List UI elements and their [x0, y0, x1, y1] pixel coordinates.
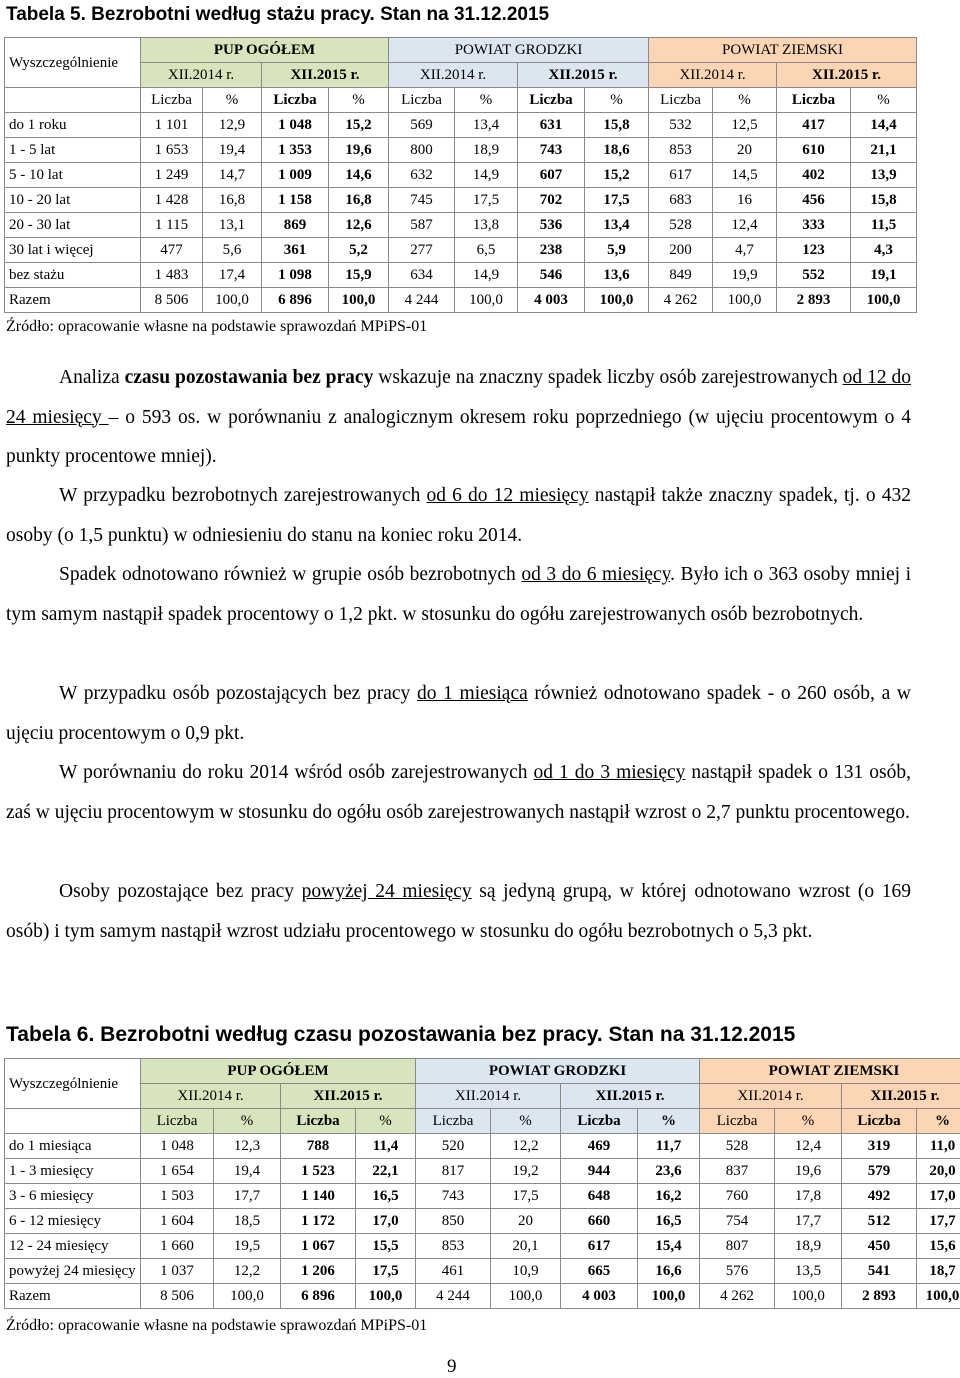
- table-cell: 853: [416, 1234, 491, 1259]
- table-cell: 17,5: [491, 1184, 561, 1209]
- table-cell: 610: [777, 138, 851, 163]
- table-cell: 20,1: [491, 1234, 561, 1259]
- period-header: XII.2014 r.: [141, 1084, 281, 1109]
- table-cell: 944: [561, 1159, 638, 1184]
- table-cell: 15,2: [329, 113, 389, 138]
- table-cell: 20,0: [917, 1159, 960, 1184]
- table-cell: 1 101: [141, 113, 203, 138]
- row-label: 1 - 3 miesięcy: [5, 1159, 141, 1184]
- table-cell: 1 048: [141, 1134, 214, 1159]
- table-row: [5, 1284, 960, 1309]
- table-cell: 14,4: [851, 113, 917, 138]
- paragraph-3: Spadek odnotowano również w grupie osób bezrobotnych od 3 do 6 miesięcy. Było ich o 363 osoby mniej i tym samym nastąpił spadek procentowy o 1,2 pkt. w stosunku do ogółu zarejestrowanych osób bezrobotnych.: [6, 555, 911, 634]
- table-cell: 632: [389, 163, 455, 188]
- period-header: XII.2015 r.: [281, 1084, 416, 1109]
- table-cell: 100,0: [455, 288, 518, 313]
- table-cell: 19,4: [214, 1159, 281, 1184]
- table-cell: 18,5: [214, 1209, 281, 1234]
- sub-header: %: [775, 1109, 842, 1134]
- row-label: 1 - 5 lat: [5, 138, 141, 163]
- table-cell: 19,4: [203, 138, 262, 163]
- group-land-county: POWIAT ZIEMSKI: [649, 38, 917, 63]
- table-cell: 17,7: [214, 1184, 281, 1209]
- row-header-label: Wyszczególnienie: [5, 38, 141, 88]
- table-row: [5, 1159, 960, 1184]
- table-row: [5, 113, 917, 138]
- row-label: do 1 roku: [5, 113, 141, 138]
- table5-title: Tabela 5. Bezrobotni według stażu pracy. Stan na 31.12.2015: [6, 4, 549, 26]
- table-row: [5, 188, 917, 213]
- period-header: XII.2015 r.: [518, 63, 649, 88]
- table-cell: 13,4: [455, 113, 518, 138]
- group-land-county: POWIAT ZIEMSKI: [700, 1059, 960, 1084]
- table-cell: 17,5: [455, 188, 518, 213]
- table5-source: Źródło: opracowanie własne na podstawie sprawozdań MPiPS-01: [6, 318, 427, 336]
- period-header: XII.2014 r.: [700, 1084, 842, 1109]
- table-cell: 528: [649, 213, 713, 238]
- row-label: 10 - 20 lat: [5, 188, 141, 213]
- period-header: XII.2015 r.: [561, 1084, 700, 1109]
- table-cell: 837: [700, 1159, 775, 1184]
- table-cell: 16,6: [638, 1259, 700, 1284]
- table-cell: 12,5: [713, 113, 777, 138]
- sub-header: Liczba: [561, 1109, 638, 1134]
- table-cell: 19,5: [214, 1234, 281, 1259]
- table-cell: 100,0: [203, 288, 262, 313]
- table-cell: 1 604: [141, 1209, 214, 1234]
- row-label: bez stażu: [5, 263, 141, 288]
- table-cell: 1 249: [141, 163, 203, 188]
- row-label: Razem: [5, 288, 141, 313]
- sub-header: Liczba: [262, 88, 329, 113]
- table-cell: 417: [777, 113, 851, 138]
- table-cell: 16,8: [203, 188, 262, 213]
- table-cell: 6 896: [262, 288, 329, 313]
- table-cell: 100,0: [214, 1284, 281, 1309]
- table-cell: 536: [518, 213, 585, 238]
- table-cell: 1 654: [141, 1159, 214, 1184]
- table-cell: 10,9: [491, 1259, 561, 1284]
- row-label: 12 - 24 miesięcy: [5, 1234, 141, 1259]
- period-header: XII.2015 r.: [777, 63, 917, 88]
- group-pup-total: PUP OGÓŁEM: [141, 38, 389, 63]
- group-pup-total: PUP OGÓŁEM: [141, 1059, 416, 1084]
- sub-header: %: [851, 88, 917, 113]
- table-row: [5, 1259, 960, 1284]
- table-cell: 1 115: [141, 213, 203, 238]
- row-label: 30 lat i więcej: [5, 238, 141, 263]
- sub-header: Liczba: [281, 1109, 356, 1134]
- table-cell: 100,0: [851, 288, 917, 313]
- table-cell: 702: [518, 188, 585, 213]
- table-row: [5, 1184, 960, 1209]
- table-cell: 1 523: [281, 1159, 356, 1184]
- table-cell: 100,0: [775, 1284, 842, 1309]
- table-cell: 200: [649, 238, 713, 263]
- table-cell: 11,7: [638, 1134, 700, 1159]
- table-cell: 100,0: [638, 1284, 700, 1309]
- table-cell: 492: [842, 1184, 917, 1209]
- table6-title: Tabela 6. Bezrobotni według czasu pozostawania bez pracy. Stan na 31.12.2015: [6, 1023, 795, 1047]
- paragraph-5: W porównaniu do roku 2014 wśród osób zarejestrowanych od 1 do 3 miesięcy nastąpił spadek o 131 osób, zaś w ujęciu procentowym w stosunku do ogółu osób zarejestrowanych nastąpił wzrost o 2,7 punktu procentowego.: [6, 753, 911, 832]
- table-cell: 14,9: [455, 163, 518, 188]
- table-cell: 2 893: [842, 1284, 917, 1309]
- table-cell: 17,0: [917, 1184, 960, 1209]
- table-cell: 100,0: [917, 1284, 960, 1309]
- paragraph-6: Osoby pozostające bez pracy powyżej 24 miesięcy są jedyną grupą, w której odnotowano wzrost (o 169 osób) i tym samym nastąpił wzrost udziału procentowego w stosunku do ogółu bezrobotnych o 5,3 pkt.: [6, 872, 911, 951]
- table-cell: 21,1: [851, 138, 917, 163]
- table-cell: 17,8: [775, 1184, 842, 1209]
- sub-header: Liczba: [518, 88, 585, 113]
- table-row: [5, 1134, 960, 1159]
- table-cell: 12,6: [329, 213, 389, 238]
- table-cell: 4 244: [389, 288, 455, 313]
- table-cell: 17,0: [356, 1209, 416, 1234]
- table-cell: 800: [389, 138, 455, 163]
- table-cell: 100,0: [329, 288, 389, 313]
- table-cell: 15,8: [851, 188, 917, 213]
- table-row: [5, 238, 917, 263]
- table-cell: 14,5: [713, 163, 777, 188]
- table-cell: 8 506: [141, 288, 203, 313]
- table-cell: 1 653: [141, 138, 203, 163]
- table-cell: 1 660: [141, 1234, 214, 1259]
- sub-header: %: [329, 88, 389, 113]
- table-cell: 528: [700, 1134, 775, 1159]
- table-cell: 1 037: [141, 1259, 214, 1284]
- sub-header: %: [455, 88, 518, 113]
- table-cell: 1 353: [262, 138, 329, 163]
- table-cell: 13,6: [585, 263, 649, 288]
- table-cell: 532: [649, 113, 713, 138]
- table-cell: 8 506: [141, 1284, 214, 1309]
- table-cell: 477: [141, 238, 203, 263]
- table-cell: 19,1: [851, 263, 917, 288]
- table-cell: 754: [700, 1209, 775, 1234]
- table-cell: 12,3: [214, 1134, 281, 1159]
- sub-header: Liczba: [777, 88, 851, 113]
- sub-header: %: [203, 88, 262, 113]
- table-row: [5, 263, 917, 288]
- table-cell: 17,4: [203, 263, 262, 288]
- table-row: [5, 1234, 960, 1259]
- table-cell: 4 003: [561, 1284, 638, 1309]
- table-cell: 817: [416, 1159, 491, 1184]
- table-cell: 361: [262, 238, 329, 263]
- table-cell: 15,2: [585, 163, 649, 188]
- table-cell: 16,5: [356, 1184, 416, 1209]
- sub-header: %: [491, 1109, 561, 1134]
- table-cell: 617: [649, 163, 713, 188]
- table-cell: 576: [700, 1259, 775, 1284]
- table-cell: 11,0: [917, 1134, 960, 1159]
- table-cell: 100,0: [585, 288, 649, 313]
- sub-header: Liczba: [700, 1109, 775, 1134]
- table-cell: 12,4: [775, 1134, 842, 1159]
- table-row: [5, 1209, 960, 1234]
- table-cell: 745: [389, 188, 455, 213]
- row-label: Razem: [5, 1284, 141, 1309]
- table-cell: 1 483: [141, 263, 203, 288]
- table-cell: 22,1: [356, 1159, 416, 1184]
- table-cell: 520: [416, 1134, 491, 1159]
- table-cell: 100,0: [713, 288, 777, 313]
- table-cell: 13,5: [775, 1259, 842, 1284]
- table-cell: 14,7: [203, 163, 262, 188]
- table-cell: 683: [649, 188, 713, 213]
- table-cell: 100,0: [491, 1284, 561, 1309]
- table-cell: 12,2: [491, 1134, 561, 1159]
- sub-header: Liczba: [389, 88, 455, 113]
- table-cell: 15,4: [638, 1234, 700, 1259]
- sub-header: Liczba: [416, 1109, 491, 1134]
- table-cell: 100,0: [356, 1284, 416, 1309]
- table-cell: 450: [842, 1234, 917, 1259]
- table-cell: 4,7: [713, 238, 777, 263]
- table-row: [5, 213, 917, 238]
- table5: [4, 37, 917, 313]
- table-cell: 123: [777, 238, 851, 263]
- paragraph-2: W przypadku bezrobotnych zarejestrowanych od 6 do 12 miesięcy nastąpił także znaczny spadek, tj. o 432 osoby (o 1,5 punktu) w odniesieniu do stanu na koniec roku 2014.: [6, 476, 911, 555]
- table-cell: 512: [842, 1209, 917, 1234]
- table-cell: 541: [842, 1259, 917, 1284]
- table-cell: 4 003: [518, 288, 585, 313]
- table-cell: 12,2: [214, 1259, 281, 1284]
- table-cell: 15,8: [585, 113, 649, 138]
- table-cell: 849: [649, 263, 713, 288]
- table-cell: 2 893: [777, 288, 851, 313]
- table-cell: 1 158: [262, 188, 329, 213]
- table-cell: 1 140: [281, 1184, 356, 1209]
- table-cell: 15,9: [329, 263, 389, 288]
- group-city-county: POWIAT GRODZKI: [389, 38, 649, 63]
- table6-source: Źródło: opracowanie własne na podstawie sprawozdań MPiPS-01: [6, 1317, 427, 1335]
- table-cell: 1 503: [141, 1184, 214, 1209]
- table-cell: 1 067: [281, 1234, 356, 1259]
- sub-header: Liczba: [141, 88, 203, 113]
- row-label: 20 - 30 lat: [5, 213, 141, 238]
- table-cell: 5,2: [329, 238, 389, 263]
- period-header: XII.2014 r.: [416, 1084, 561, 1109]
- table-cell: 788: [281, 1134, 356, 1159]
- table-cell: 869: [262, 213, 329, 238]
- table-cell: 11,4: [356, 1134, 416, 1159]
- sub-header: %: [713, 88, 777, 113]
- paragraph-1: Analiza czasu pozostawania bez pracy wskazuje na znaczny spadek liczby osób zarejestrowanych od 12 do 24 miesięcy – o 593 os. w porównaniu z analogicznym okresem roku poprzedniego (w ujęciu procentowym o 4 punkty procentowe mniej).: [6, 358, 911, 477]
- table-cell: 6,5: [455, 238, 518, 263]
- table-cell: 238: [518, 238, 585, 263]
- table-cell: 4,3: [851, 238, 917, 263]
- table-cell: 552: [777, 263, 851, 288]
- table-cell: 14,6: [329, 163, 389, 188]
- table-cell: 853: [649, 138, 713, 163]
- header-spacer: [5, 88, 141, 113]
- paragraph-4: W przypadku osób pozostających bez pracy do 1 miesiąca również odnotowano spadek - o 260 osób, a w ujęciu procentowym o 0,9 pkt.: [6, 674, 911, 753]
- table-cell: 16: [713, 188, 777, 213]
- table-cell: 23,6: [638, 1159, 700, 1184]
- table-cell: 587: [389, 213, 455, 238]
- table-cell: 14,9: [455, 263, 518, 288]
- table-cell: 16,5: [638, 1209, 700, 1234]
- period-header: XII.2014 r.: [649, 63, 777, 88]
- table-cell: 319: [842, 1134, 917, 1159]
- table-cell: 12,4: [713, 213, 777, 238]
- table-cell: 13,4: [585, 213, 649, 238]
- table-cell: 607: [518, 163, 585, 188]
- sub-header: %: [638, 1109, 700, 1134]
- table-cell: 18,9: [455, 138, 518, 163]
- table-cell: 617: [561, 1234, 638, 1259]
- table-cell: 850: [416, 1209, 491, 1234]
- table-cell: 4 262: [700, 1284, 775, 1309]
- row-header-label: Wyszczególnienie: [5, 1059, 141, 1109]
- group-city-county: POWIAT GRODZKI: [416, 1059, 700, 1084]
- period-header: XII.2015 r.: [262, 63, 389, 88]
- table-cell: 579: [842, 1159, 917, 1184]
- table-cell: 17,5: [356, 1259, 416, 1284]
- row-label: 3 - 6 miesięcy: [5, 1184, 141, 1209]
- sub-header: Liczba: [649, 88, 713, 113]
- row-label: 6 - 12 miesięcy: [5, 1209, 141, 1234]
- table6: [4, 1058, 960, 1309]
- row-label: powyżej 24 miesięcy: [5, 1259, 141, 1284]
- table-cell: 660: [561, 1209, 638, 1234]
- table-cell: 12,9: [203, 113, 262, 138]
- table-cell: 20: [491, 1209, 561, 1234]
- table-cell: 17,7: [917, 1209, 960, 1234]
- table-cell: 4 244: [416, 1284, 491, 1309]
- table-cell: 743: [518, 138, 585, 163]
- sub-header: Liczba: [842, 1109, 917, 1134]
- table-row: [5, 138, 917, 163]
- table-cell: 461: [416, 1259, 491, 1284]
- table-cell: 19,6: [775, 1159, 842, 1184]
- table-cell: 634: [389, 263, 455, 288]
- table-cell: 15,5: [356, 1234, 416, 1259]
- period-header: XII.2015 r.: [842, 1084, 960, 1109]
- table-cell: 665: [561, 1259, 638, 1284]
- table-cell: 19,9: [713, 263, 777, 288]
- table-cell: 13,8: [455, 213, 518, 238]
- table-cell: 6 896: [281, 1284, 356, 1309]
- sub-header: %: [214, 1109, 281, 1134]
- table-cell: 5,9: [585, 238, 649, 263]
- table-cell: 5,6: [203, 238, 262, 263]
- table-cell: 1 009: [262, 163, 329, 188]
- table-cell: 4 262: [649, 288, 713, 313]
- table-cell: 1 098: [262, 263, 329, 288]
- table-cell: 1 048: [262, 113, 329, 138]
- table-cell: 19,2: [491, 1159, 561, 1184]
- table-cell: 760: [700, 1184, 775, 1209]
- table-cell: 13,9: [851, 163, 917, 188]
- sub-header: %: [917, 1109, 960, 1134]
- table-cell: 648: [561, 1184, 638, 1209]
- table-cell: 333: [777, 213, 851, 238]
- table-cell: 469: [561, 1134, 638, 1159]
- period-header: XII.2014 r.: [389, 63, 518, 88]
- table-cell: 1 206: [281, 1259, 356, 1284]
- row-label: do 1 miesiąca: [5, 1134, 141, 1159]
- table-cell: 807: [700, 1234, 775, 1259]
- sub-header: %: [356, 1109, 416, 1134]
- sub-header: Liczba: [141, 1109, 214, 1134]
- table-cell: 11,5: [851, 213, 917, 238]
- table-cell: 18,7: [917, 1259, 960, 1284]
- table-cell: 17,5: [585, 188, 649, 213]
- table-cell: 16,2: [638, 1184, 700, 1209]
- table-cell: 277: [389, 238, 455, 263]
- header-spacer: [5, 1109, 141, 1134]
- table-cell: 743: [416, 1184, 491, 1209]
- period-header: XII.2014 r.: [141, 63, 262, 88]
- table-cell: 546: [518, 263, 585, 288]
- table-cell: 15,6: [917, 1234, 960, 1259]
- table-cell: 569: [389, 113, 455, 138]
- table-cell: 18,6: [585, 138, 649, 163]
- table-cell: 1 172: [281, 1209, 356, 1234]
- table-row: [5, 288, 917, 313]
- table-cell: 17,7: [775, 1209, 842, 1234]
- page-number: 9: [447, 1356, 457, 1378]
- table-cell: 19,6: [329, 138, 389, 163]
- table-row: [5, 163, 917, 188]
- table-cell: 18,9: [775, 1234, 842, 1259]
- table-cell: 1 428: [141, 188, 203, 213]
- row-label: 5 - 10 lat: [5, 163, 141, 188]
- table-cell: 16,8: [329, 188, 389, 213]
- table-cell: 631: [518, 113, 585, 138]
- table-cell: 402: [777, 163, 851, 188]
- sub-header: %: [585, 88, 649, 113]
- table-cell: 20: [713, 138, 777, 163]
- table-cell: 13,1: [203, 213, 262, 238]
- table-cell: 456: [777, 188, 851, 213]
